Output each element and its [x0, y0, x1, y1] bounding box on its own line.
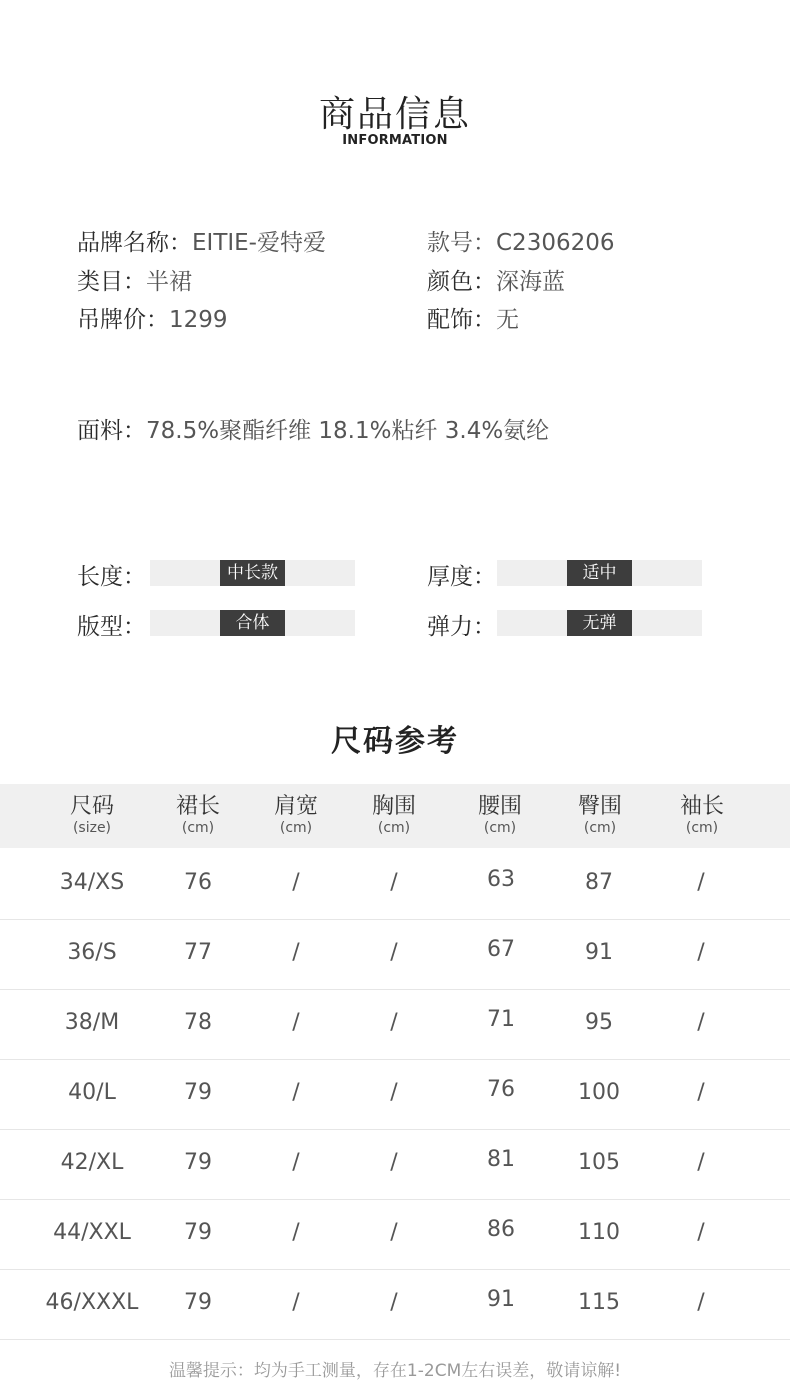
price-value: 1299 — [169, 307, 228, 333]
cell-bust: / — [390, 1010, 398, 1035]
cell-shoulder: / — [292, 1290, 300, 1315]
cell-hip: 110 — [578, 1220, 620, 1245]
size-table-header — [0, 784, 790, 848]
section-title-information: 商品信息 — [318, 94, 471, 135]
header-bust — [339, 794, 449, 836]
header-size-name: 尺码 — [69, 794, 114, 819]
cell-sleeve: / — [697, 1290, 705, 1315]
table-row — [0, 848, 790, 920]
cell-shoulder: / — [292, 940, 300, 965]
cell-sleeve: / — [697, 1080, 705, 1105]
cell-shoulder: / — [292, 870, 300, 895]
cell-size: 36/S — [67, 940, 117, 965]
cell-bust: / — [390, 870, 398, 895]
header-bust-unit: (cm) — [377, 820, 411, 836]
cell-sleeve: / — [697, 1150, 705, 1175]
cell-hip: 115 — [578, 1290, 620, 1315]
category-label: 类目： — [77, 269, 146, 295]
brand-info — [77, 224, 326, 257]
cell-shoulder: / — [292, 1080, 300, 1105]
header-hip — [545, 794, 655, 836]
length-label: 长度： — [77, 564, 146, 590]
table-row — [0, 1268, 790, 1340]
fit-bar — [150, 610, 355, 636]
cell-waist: 86 — [487, 1217, 515, 1242]
cell-bust: / — [390, 1150, 398, 1175]
cell-waist: 71 — [487, 1007, 515, 1032]
cell-hip: 95 — [585, 1010, 613, 1035]
table-row — [0, 918, 790, 990]
size-chart-title: 尺码参考 — [331, 724, 459, 759]
style-info — [427, 224, 615, 257]
cell-waist: 81 — [487, 1147, 515, 1172]
cell-skirt-length: 78 — [184, 1010, 212, 1035]
table-row — [0, 1198, 790, 1270]
cell-skirt-length: 79 — [184, 1080, 212, 1105]
cell-skirt-length: 76 — [184, 870, 212, 895]
cell-sleeve: / — [697, 870, 705, 895]
cell-skirt-length: 77 — [184, 940, 212, 965]
header-waist-unit: (cm) — [483, 820, 517, 836]
cell-size: 42/XL — [60, 1150, 124, 1175]
cell-sleeve: / — [697, 1220, 705, 1245]
fit-chip: 合体 — [220, 610, 285, 636]
cell-waist: 67 — [487, 937, 515, 962]
cell-size: 34/XS — [59, 870, 125, 895]
cell-size: 38/M — [64, 1010, 120, 1035]
color-label: 颜色： — [427, 269, 496, 295]
header-hip-name: 臀围 — [577, 794, 622, 819]
length-bar — [150, 560, 355, 586]
cell-bust: / — [390, 940, 398, 965]
cell-hip: 87 — [585, 870, 613, 895]
cell-shoulder: / — [292, 1150, 300, 1175]
cell-waist: 76 — [487, 1077, 515, 1102]
cell-waist: 63 — [487, 867, 515, 892]
header-bust-name: 胸围 — [371, 794, 416, 819]
header-waist — [445, 794, 555, 836]
thickness-bar — [497, 560, 702, 586]
header-shoulder-name: 肩宽 — [273, 794, 318, 819]
color-value: 深海蓝 — [496, 269, 565, 295]
accessory-label: 配饰： — [427, 307, 496, 333]
elasticity-label: 弹力： — [427, 614, 496, 640]
brand-label: 品牌名称： — [77, 230, 192, 256]
header-shoulder — [241, 794, 351, 836]
header-waist-name: 腰围 — [477, 794, 522, 819]
price-info — [77, 301, 228, 334]
cell-bust: / — [390, 1220, 398, 1245]
brand-value: EITIE-爱特爱 — [192, 230, 326, 256]
cell-sleeve: / — [697, 1010, 705, 1035]
style-label: 款号： — [427, 230, 496, 256]
header-skirt-length-unit: (cm) — [181, 820, 215, 836]
measurement-note: 温馨提示：均为手工测量，存在1-2CM左右误差，敬请谅解! — [168, 1361, 622, 1381]
fabric-value: 78.5%聚酯纤维 18.1%粘纤 3.4%氨纶 — [146, 418, 550, 444]
header-shoulder-unit: (cm) — [279, 820, 313, 836]
fabric-label: 面料： — [77, 418, 146, 444]
cell-sleeve: / — [697, 940, 705, 965]
cell-skirt-length: 79 — [184, 1220, 212, 1245]
header-sleeve-unit: (cm) — [685, 820, 719, 836]
price-label: 吊牌价： — [77, 307, 169, 333]
accessory-value: 无 — [496, 307, 519, 333]
table-row — [0, 1128, 790, 1200]
cell-hip: 91 — [585, 940, 613, 965]
accessory-info — [427, 301, 519, 334]
header-hip-unit: (cm) — [583, 820, 617, 836]
thickness-chip: 适中 — [567, 560, 632, 586]
header-sleeve — [647, 794, 757, 836]
cell-size: 40/L — [68, 1080, 116, 1105]
cell-bust: / — [390, 1080, 398, 1105]
elasticity-bar — [497, 610, 702, 636]
cell-skirt-length: 79 — [184, 1290, 212, 1315]
section-subtitle-information: INFORMATION — [342, 133, 448, 148]
header-skirt-length — [143, 794, 253, 836]
cell-hip: 105 — [578, 1150, 620, 1175]
color-info — [427, 263, 565, 296]
cell-size: 44/XXL — [53, 1220, 131, 1245]
table-row — [0, 1058, 790, 1130]
cell-shoulder: / — [292, 1010, 300, 1035]
style-value: C2306206 — [496, 230, 615, 256]
header-skirt-length-name: 裙长 — [175, 794, 220, 819]
cell-size: 46/XXXL — [45, 1290, 139, 1315]
header-size-unit: (size) — [72, 820, 112, 836]
cell-bust: / — [390, 1290, 398, 1315]
cell-skirt-length: 79 — [184, 1150, 212, 1175]
cell-shoulder: / — [292, 1220, 300, 1245]
table-row — [0, 988, 790, 1060]
category-info — [77, 263, 192, 296]
cell-hip: 100 — [578, 1080, 620, 1105]
category-value: 半裙 — [146, 269, 192, 295]
fabric-info — [77, 412, 549, 445]
cell-waist: 91 — [487, 1287, 515, 1312]
header-sleeve-name: 袖长 — [679, 794, 724, 819]
header-size — [37, 794, 147, 836]
thickness-label: 厚度： — [427, 564, 496, 590]
length-chip: 中长款 — [220, 560, 285, 586]
fit-label: 版型： — [77, 614, 146, 640]
elasticity-chip: 无弹 — [567, 610, 632, 636]
